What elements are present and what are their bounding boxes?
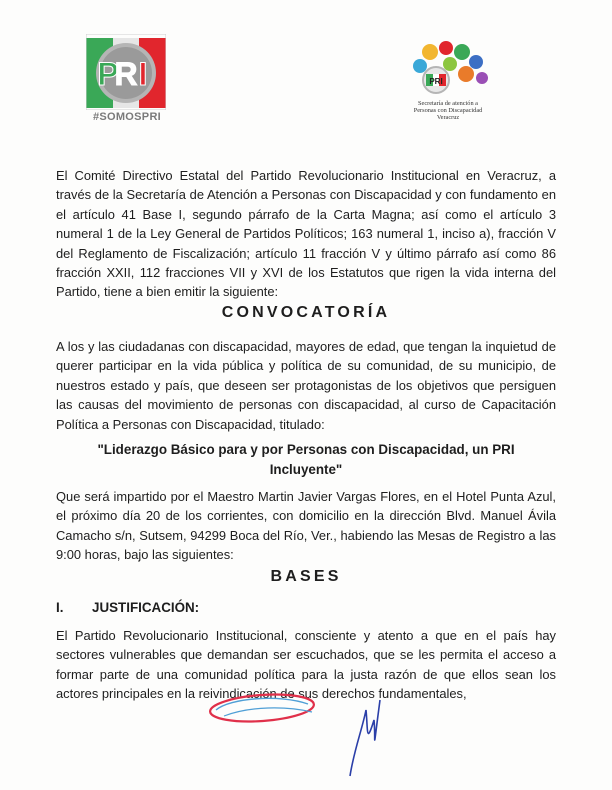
hashtag-slogan: #SOMOSPRI — [92, 111, 162, 123]
intro-paragraph: El Comité Directivo Estatal del Partido Revolucionario Institucional en Veracruz, a través de la Secretaría de Atención a Personas con Discapacidad y con fundamento en el artículo 41 Base I, segundo párrafo de la Carta Magna; así como el artículo 3 numeral 1 de la Ley General de Partidos Políticos; 163 numeral 1, inciso a), fracción V del Reglamento de Fiscalización; artículo 11 fracción V y último párrafo así como 86 fracción XXII, 112 fracciones VII y XVI de los Estatutos que rigen la vida interna del Partido, tiene a bien emitir la siguiente: — [56, 168, 556, 300]
course-title: "Liderazgo Básico para y por Personas con Discapacidad, un PRI Incluyente" — [97, 442, 515, 477]
secretaria-logo — [400, 40, 496, 103]
handwritten-signature — [190, 690, 410, 780]
section-title: JUSTIFICACIÓN: — [92, 600, 200, 615]
secretaria-caption-line: Veracruz — [436, 114, 460, 121]
secretaria-caption — [398, 100, 498, 121]
details-paragraph: Que será impartido por el Maestro Martin Javier Vargas Flores, en el Hotel Punta Azul, el próximo día 20 de los corrientes, con domicilio en la dirección Blvd. Manuel Ávila Camacho s/n, Sutsem, 94299 Boca del Río, Ver., habiendo las Mesas de Registro a las 9:00 horas, bajo las siguientes: — [56, 489, 556, 563]
section-number: I. — [56, 600, 64, 615]
secretaria-caption-line: Personas con Discapacidad — [413, 107, 483, 114]
pri-logo-letter: R — [114, 56, 138, 92]
pri-logo-letter: P — [97, 56, 119, 92]
convocatoria-title: CONVOCATORÍA — [221, 304, 391, 321]
gears-emblem-icon — [400, 40, 496, 98]
secretaria-caption-line: Secretaría de atención a — [418, 100, 478, 107]
section-heading — [56, 600, 199, 615]
bases-title: BASES — [270, 568, 342, 585]
pri-emblem-icon — [86, 34, 166, 110]
pri-logo-letter: I — [138, 56, 148, 92]
secretaria-logo-text: PRI — [429, 77, 443, 86]
justification-paragraph: El Partido Revolucionario Institucional, consciente y atento a que en el país hay sectores vulnerables que demandan ser escuchados, que se les permita el acceso a formar parte de una comunidad política para la justa razón de que ellos sean los actores principales en la reivindicación de sus derechos fundamentales, — [56, 628, 556, 702]
pri-logo — [86, 34, 166, 110]
call-paragraph: A los y las ciudadanas con discapacidad, mayores de edad, que tengan la inquietud de querer participar en la vida pública y política de su comunidad, de su municipio, de nuestros estado y país, que deseen ser protagonistas de los objetivos que persiguen las causas del movimiento de personas con discapacidad, al curso de Capacitación Política a Personas con Discapacidad, titulado: — [56, 339, 556, 432]
